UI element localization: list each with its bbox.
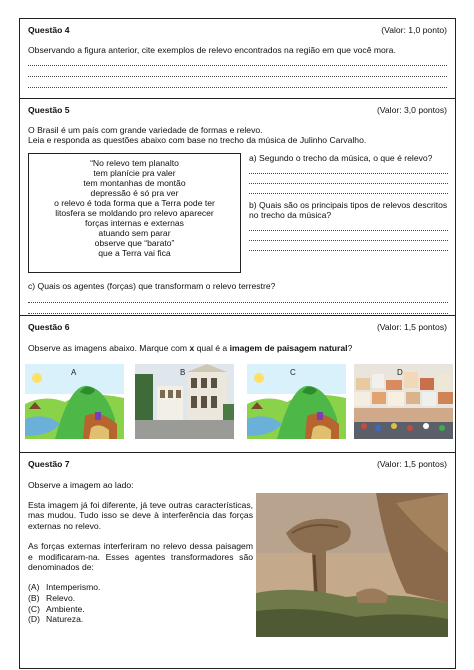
poem-line: o relevo é toda forma que a Terra pode ter <box>54 197 215 208</box>
question-5-intro-2: Leia e responda as questões abaixo com base no trecho da música de Julinho Carvalho. <box>28 135 367 146</box>
answer-line[interactable] <box>249 232 448 241</box>
option-text: Intemperismo. <box>46 582 101 593</box>
question-5-title: Questão 5 <box>28 105 70 115</box>
image-label-a: A <box>71 368 77 377</box>
image-label-c: C <box>290 368 296 377</box>
image-label-d: D <box>397 368 403 377</box>
option-c[interactable] <box>28 604 253 615</box>
poem-line: depressão é só pra ver <box>90 187 179 198</box>
exam-page <box>19 18 456 669</box>
question-5-intro-1: O Brasil é um país com grande variedade de formas e relevo. <box>28 124 263 135</box>
question-6-title: Questão 6 <box>28 322 70 332</box>
image-option-b[interactable] <box>135 364 234 439</box>
option-letter: (C) <box>28 603 40 614</box>
option-b[interactable] <box>28 593 253 604</box>
poem-line: que a Terra vai fica <box>98 247 171 258</box>
poem-line: forças internas e externas <box>85 217 184 228</box>
answer-line[interactable] <box>249 242 448 251</box>
image-option-c[interactable] <box>247 364 346 439</box>
question-4-prompt: Observando a figura anterior, cite exemplos de relevo encontrados na região em que você mora. <box>28 44 396 55</box>
prompt-emphasis: imagem de paisagem natural <box>229 342 348 353</box>
question-7-value: (Valor: 1,5 pontos) <box>376 459 447 469</box>
question-5-value: (Valor: 3,0 pontos) <box>376 105 447 115</box>
prompt-text: ? <box>347 342 353 353</box>
image-options <box>25 364 453 439</box>
poem-line: litosfera se moldando pro relevo aparecer <box>55 207 214 218</box>
rock-formation-photo-placeholder <box>256 493 448 637</box>
question-5a-prompt: a) Segundo o trecho da música, o que é relevo? <box>249 153 433 163</box>
question-7-title: Questão 7 <box>28 459 70 469</box>
option-a[interactable] <box>28 582 253 593</box>
image-option-a[interactable] <box>25 364 124 439</box>
question-7-text <box>28 480 253 625</box>
answer-line[interactable] <box>28 304 448 314</box>
song-excerpt-box <box>28 153 241 273</box>
poem-line: tem planície pra valer <box>93 167 176 178</box>
hillside-town-photo-placeholder <box>354 364 453 439</box>
answer-line[interactable] <box>28 78 447 88</box>
answer-line[interactable] <box>28 293 448 303</box>
option-letter: (B) <box>28 592 40 603</box>
question-7-p3: As forças externas interferiram no relevo dessa paisagem e modificaram-na. Esses agentes transformadores são denominados de: <box>28 540 253 573</box>
question-7-p1: Observe a imagem ao lado: <box>28 480 134 490</box>
question-4-title: Questão 4 <box>28 25 70 35</box>
option-letter: (D) <box>28 614 40 625</box>
poem-line: atuando sem parar <box>98 227 171 238</box>
question-5-ab <box>249 153 448 251</box>
answer-line[interactable] <box>28 67 447 77</box>
question-4 <box>20 19 455 99</box>
question-7-p2: Esta imagem já foi diferente, já teve outras características, mas mudou. Tudo isso se deve à interferência das forças externas no relevo. <box>28 499 253 532</box>
prompt-mark: x <box>189 342 195 353</box>
question-6-prompt <box>28 343 447 354</box>
answer-line[interactable] <box>249 165 448 174</box>
option-text: Ambiente. <box>46 603 85 614</box>
question-4-value: (Valor: 1,0 ponto) <box>381 25 447 35</box>
option-text: Natureza. <box>46 614 84 625</box>
image-label-b: B <box>180 368 186 377</box>
image-option-d[interactable] <box>354 364 453 439</box>
poem-line: tem montanhas de montão <box>83 177 186 188</box>
poem-line: “No relevo tem planalto <box>90 158 179 168</box>
answer-line[interactable] <box>249 175 448 184</box>
answer-line[interactable] <box>249 185 448 194</box>
question-6-value: (Valor: 1,5 pontos) <box>376 322 447 332</box>
question-6 <box>20 316 455 453</box>
rock-formation-photo <box>256 493 448 637</box>
prompt-text: Observe as imagens abaixo. Marque com <box>28 342 190 353</box>
option-d[interactable] <box>28 614 253 625</box>
answer-line[interactable] <box>28 56 447 66</box>
cartoon-landscape-illustration <box>247 364 346 439</box>
option-letter: (A) <box>28 582 40 593</box>
question-5c <box>28 281 448 314</box>
option-text: Relevo. <box>46 592 76 603</box>
question-5b-prompt: b) Quais são os principais tipos de relevos descritos no trecho da música? <box>249 199 448 221</box>
question-5c-prompt: c) Quais os agentes (forças) que transformam o relevo terrestre? <box>28 281 276 291</box>
question-5 <box>20 99 455 316</box>
poem-line: observe que “barato” <box>94 237 175 248</box>
answer-line[interactable] <box>249 222 448 231</box>
prompt-text: qual é a <box>194 342 230 353</box>
question-7 <box>20 453 455 668</box>
